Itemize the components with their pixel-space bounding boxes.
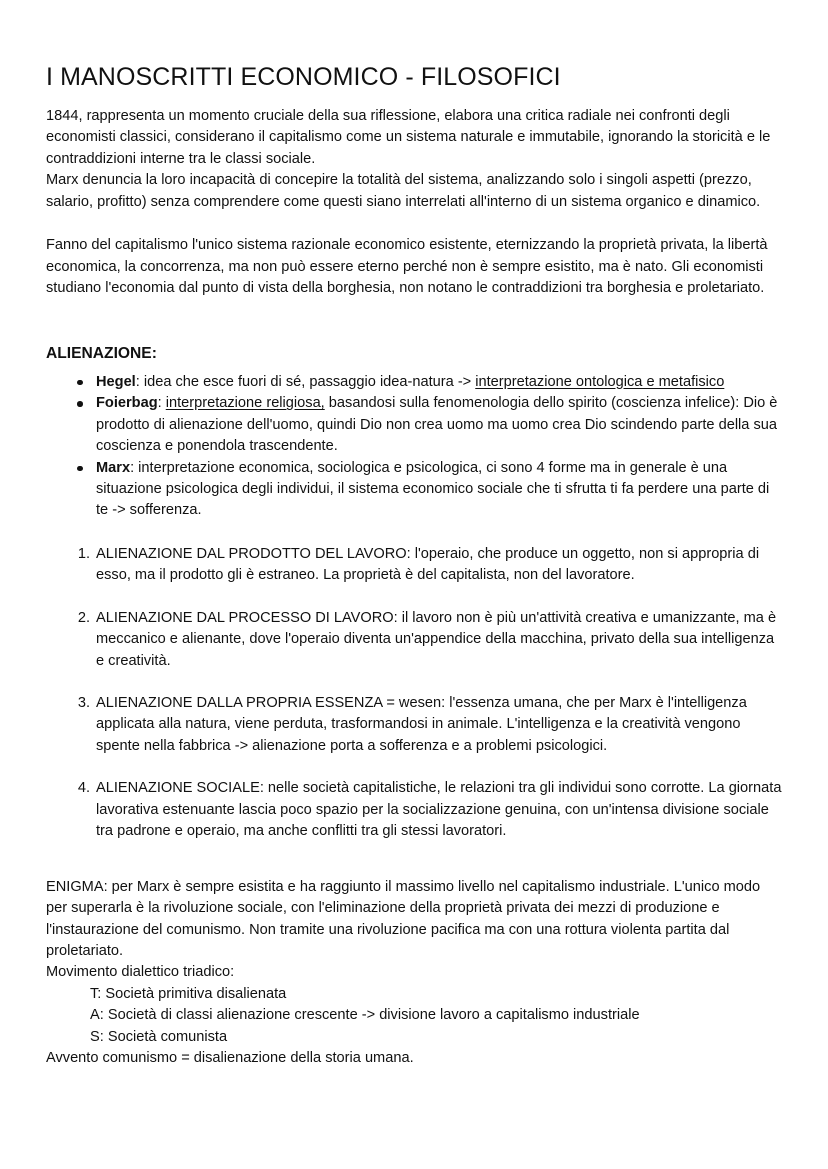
enigma-paragraph: ENIGMA: per Marx è sempre esistita e ha raggiunto il massimo livello nel capitalismo industriale. L'unico modo per superarla è la rivoluzione sociale, con l'eliminazione della proprietà privata dei mezzi di produzione e l'instaurazione del comunismo. Non tramite una rivoluzione pacifica ma con una rottura violenta partita dal proletariato. [46,878,761,959]
dialectic-step-thesis: T: Società primitiva disalienata [90,985,287,1002]
bullet-tail-text: basandosi sulla fenomenologia dello spirito (coscienza infelice): Dio è prodotto di alienazione dell'uomo, quindi Dio non crea uomo ma uomo crea Dio scindendo parte della sua coscienza e ponendola trascendente. [96,395,778,455]
bullet-lead-label: Hegel [96,373,136,390]
bullet-lead-label: Foierbag [96,395,158,412]
list-item-text: ALIENAZIONE DALLA PROPRIA ESSENZA = wesen: l'essenza umana, che per Marx è l'intelligenza applicata alla natura, viene perduta, trasformandosi in animale. L'intelligenza e la creatività vengono spente nella fabbrica -> alienazione porta a sofferenza e a problemi psicologici. [96,695,747,754]
bullet-icon [77,466,83,472]
list-item-text: ALIENAZIONE DAL PRODOTTO DEL LAVORO: l'operaio, che produce un oggetto, non si appropria di esso, ma il prodotto gli è estraneo. La proprietà è del capitalista, non del lavoratore. [96,545,760,584]
bullet-text: : [157,395,166,412]
dialectic-label: Movimento dialettico triadico: [46,964,235,981]
list-item-number: 1. [77,545,90,562]
section-heading-alienazione: ALIENAZIONE: [46,344,157,362]
bullet-text: : interpretazione economica, sociologica e psicologica, ci sono 4 forme ma in generale è una situazione psicologica degli individui, il sistema economico sociale che ti sfrutta ti fa perdere una parte di te -> sofferenza. [96,459,770,519]
list-item-number: 2. [77,609,90,626]
spacer [46,522,782,544]
conclusion-text: Avvento comunismo = disalienazione della storia umana. [46,1050,414,1067]
list-item-text: ALIENAZIONE DAL PROCESSO DI LAVORO: il lavoro non è più un'attività creativa e umanizzante, ma è meccanico e alienante, dove l'operaio diventa un'appendice della macchina, privato della sua intelligenza e creatività. [96,609,777,669]
bullet-lead-label: Marx [96,459,131,476]
dialectic-block [46,962,782,1069]
list-item-number: 3. [77,695,90,712]
document-body [46,62,782,1070]
bullet-icon [77,401,83,407]
list-item [46,372,782,393]
spacer [46,213,782,235]
list-item-text: ALIENAZIONE SOCIALE: nelle società capitalistiche, le relazioni tra gli individui sono corrotte. La giornata lavorativa estenuante lascia poco spazio per la socializzazione genuina, con un'intensa divisione sociale tra padrone e operaio, ma anche conflitti tra gli stessi lavoratori. [96,780,782,840]
bullet-icon [77,380,83,386]
dialectic-step-synthesis: S: Società comunista [90,1028,228,1045]
intro-paragraph-2: Marx denuncia la loro incapacità di concepire la totalità del sistema, analizzando solo i singoli aspetti (prezzo, salario, profitto) senza comprendere come questi siano interrelati all'interno di un sistema organico e dinamico. [46,172,761,210]
list-item [46,544,782,587]
spacer [46,300,782,344]
alienation-bullet-list [46,372,782,522]
list-item [46,693,782,757]
bullet-text: : idea che esce fuori di sé, passaggio idea-natura -> [135,373,476,390]
list-item [46,458,782,522]
bullet-underlined-text: interpretazione religiosa, [165,395,325,412]
intro-paragraph-3: Fanno del capitalismo l'unico sistema razionale economico esistente, eternizzando la proprietà privata, la libertà economica, la concorrenza, ma non può essere eterno perché non è sempre esistito, ma è nato. Gli economisti studiano l'economia dal punto di vista della borghesia, non notano le contraddizioni tra borghesia e proletariato. [46,237,768,297]
bullet-underlined-text: interpretazione ontologica e metafisico [475,373,725,390]
list-item-number: 4. [77,780,90,797]
list-item [46,608,782,672]
page-title: I MANOSCRITTI ECONOMICO - FILOSOFICI [46,63,561,91]
alienation-numbered-list [46,544,782,843]
list-item [46,778,782,842]
dialectic-step-antithesis: A: Società di classi alienazione crescente -> divisione lavoro a capitalismo industriale [90,1007,640,1024]
intro-paragraph-1: 1844, rappresenta un momento cruciale della sua riflessione, elabora una critica radiale nei confronti degli economisti classici, considerano il capitalismo come un sistema naturale e immutabile, ignorando la storicità e le contraddizioni interne tra le classi sociale. [46,108,771,167]
spacer [46,843,782,877]
list-item [46,393,782,457]
